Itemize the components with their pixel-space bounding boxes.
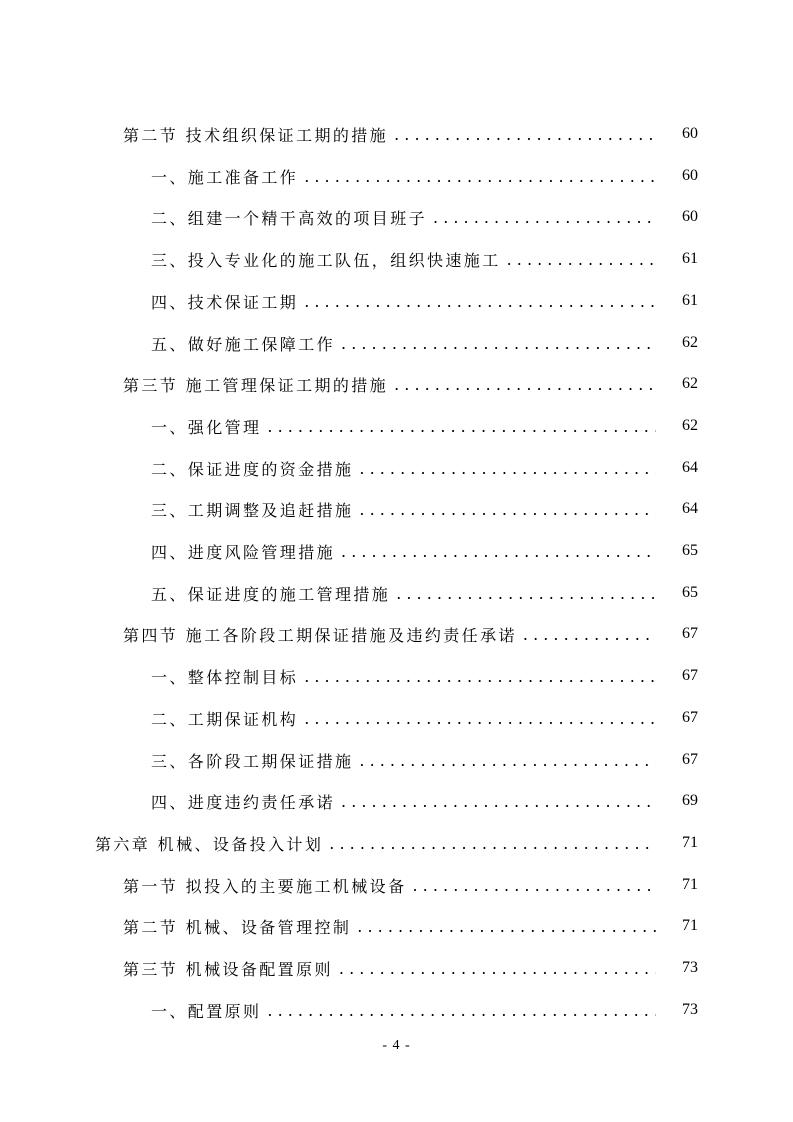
toc-entry-page: 60 xyxy=(682,125,698,142)
toc-dot-leader xyxy=(357,917,656,936)
toc-entry[interactable] xyxy=(151,455,698,481)
toc-entry[interactable] xyxy=(151,747,698,773)
toc-entry-title: 第二节 机械、设备管理控制 xyxy=(123,917,352,937)
toc-entry-page: 71 xyxy=(682,917,698,934)
toc-entry[interactable] xyxy=(123,621,698,647)
toc-dot-leader xyxy=(267,1001,656,1020)
toc-entry-page: 73 xyxy=(682,959,698,976)
toc-entry[interactable] xyxy=(151,538,698,564)
toc-entry-title: 四、进度风险管理措施 xyxy=(151,542,336,562)
toc-entry-title: 一、整体控制目标 xyxy=(151,667,299,687)
toc-entry-page: 61 xyxy=(682,292,698,309)
toc-dot-leader xyxy=(507,250,656,269)
toc-entry-title: 第三节 机械设备配置原则 xyxy=(123,959,333,979)
toc-entry[interactable] xyxy=(151,413,698,439)
toc-entry-page: 62 xyxy=(682,334,698,351)
toc-entry-title: 一、施工准备工作 xyxy=(151,167,299,187)
toc-dot-leader xyxy=(341,792,656,811)
toc-entry[interactable] xyxy=(151,163,698,189)
toc-entry-page: 64 xyxy=(682,500,698,517)
toc-dot-leader xyxy=(341,334,656,353)
toc-entry[interactable] xyxy=(151,288,698,314)
toc-dot-leader xyxy=(304,167,656,186)
toc-entry-page: 67 xyxy=(682,667,698,684)
toc-entry-page: 62 xyxy=(682,417,698,434)
toc-entry-title: 四、进度违约责任承诺 xyxy=(151,792,336,812)
toc-entry[interactable] xyxy=(151,997,698,1023)
toc-dot-leader xyxy=(394,125,656,144)
toc-entry-title: 三、工期调整及追赶措施 xyxy=(151,500,354,520)
toc-entry-page: 65 xyxy=(682,542,698,559)
toc-entry[interactable] xyxy=(123,955,698,981)
toc-entry[interactable] xyxy=(123,121,698,147)
toc-dot-leader xyxy=(304,667,656,686)
toc-entry-page: 64 xyxy=(682,459,698,476)
toc-entry-page: 73 xyxy=(682,1001,698,1018)
toc-dot-leader xyxy=(304,292,656,311)
toc-entry[interactable] xyxy=(151,788,698,814)
toc-entry-page: 60 xyxy=(682,167,698,184)
toc-dot-leader xyxy=(304,709,656,728)
toc-dot-leader xyxy=(359,751,656,770)
toc-entry[interactable] xyxy=(123,872,698,898)
toc-entry-title: 第四节 施工各阶段工期保证措施及违约责任承诺 xyxy=(123,625,517,645)
toc-dot-leader xyxy=(359,459,656,478)
toc-entry-title: 三、投入专业化的施工队伍，组织快速施工 xyxy=(151,250,501,270)
toc-dot-leader xyxy=(396,584,656,603)
toc-entry-page: 71 xyxy=(682,834,698,851)
toc-entry-page: 60 xyxy=(682,208,698,225)
toc-entry-title: 二、组建一个精干高效的项目班子 xyxy=(151,208,428,228)
toc-entry-title: 第六章 机械、设备投入计划 xyxy=(95,834,324,854)
toc-entry[interactable] xyxy=(151,246,698,272)
toc-entry[interactable] xyxy=(151,580,698,606)
toc-entry-page: 71 xyxy=(682,876,698,893)
toc-dot-leader xyxy=(267,417,656,436)
toc-entry[interactable] xyxy=(151,663,698,689)
toc-dot-leader xyxy=(413,876,657,895)
toc-entry[interactable] xyxy=(151,496,698,522)
toc-entry-title: 五、做好施工保障工作 xyxy=(151,334,336,354)
toc-entry-title: 一、强化管理 xyxy=(151,417,262,437)
toc-entry-page: 62 xyxy=(682,375,698,392)
toc-entry-page: 67 xyxy=(682,751,698,768)
toc-dot-leader xyxy=(339,959,656,978)
toc-dot-leader xyxy=(433,208,656,227)
page-number: - 4 - xyxy=(382,1038,411,1053)
toc-entry-title: 三、各阶段工期保证措施 xyxy=(151,751,354,771)
toc-dot-leader xyxy=(329,834,656,853)
toc-entry-page: 69 xyxy=(682,792,698,809)
toc-entry-title: 第一节 拟投入的主要施工机械设备 xyxy=(123,876,407,896)
toc-entry[interactable] xyxy=(151,330,698,356)
toc-entry-page: 65 xyxy=(682,584,698,601)
toc-entry-title: 五、保证进度的施工管理措施 xyxy=(151,584,391,604)
toc-entry-page: 61 xyxy=(682,250,698,267)
toc-dot-leader xyxy=(341,542,656,561)
toc-entry[interactable] xyxy=(95,830,698,856)
toc-entry[interactable] xyxy=(151,705,698,731)
toc-entry-title: 第三节 施工管理保证工期的措施 xyxy=(123,375,389,395)
toc-entry-title: 四、技术保证工期 xyxy=(151,292,299,312)
toc-entry-title: 二、工期保证机构 xyxy=(151,709,299,729)
toc-dot-leader xyxy=(359,500,656,519)
toc-entry[interactable] xyxy=(123,371,698,397)
toc-entry[interactable] xyxy=(123,913,698,939)
toc-entry[interactable] xyxy=(151,204,698,230)
toc-dot-leader xyxy=(394,375,656,394)
toc-entry-title: 一、配置原则 xyxy=(151,1001,262,1021)
toc-dot-leader xyxy=(523,625,656,644)
toc-entry-title: 第二节 技术组织保证工期的措施 xyxy=(123,125,389,145)
toc-entry-page: 67 xyxy=(682,625,698,642)
toc-entry-title: 二、保证进度的资金措施 xyxy=(151,459,354,479)
toc-entry-page: 67 xyxy=(682,709,698,726)
